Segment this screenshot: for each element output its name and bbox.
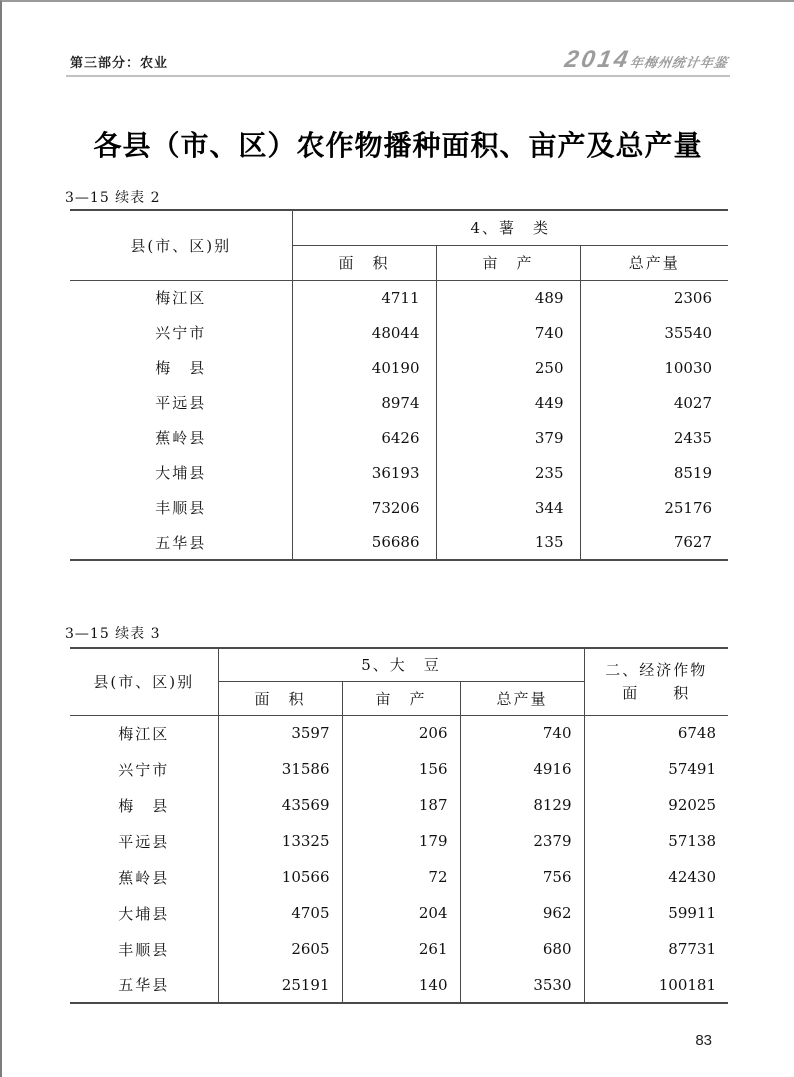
value-cell: 135 <box>436 525 580 560</box>
value-cell: 10030 <box>580 350 728 385</box>
county-name: 大埔县 <box>155 464 207 482</box>
value-cell: 57491 <box>584 751 728 787</box>
value-cell: 87731 <box>584 931 728 967</box>
county-name: 丰顺县 <box>155 499 207 517</box>
county-name: 丰顺县 <box>118 940 170 959</box>
county-name: 蕉岭县 <box>118 868 170 887</box>
yearbook-logo <box>562 46 730 74</box>
value-cell: 7627 <box>580 525 728 560</box>
value-cell: 48044 <box>292 315 436 350</box>
table-row <box>70 350 728 385</box>
value-cell: 25191 <box>218 967 342 1003</box>
value-cell: 56686 <box>292 525 436 560</box>
value-cell: 8974 <box>292 385 436 420</box>
value-cell: 962 <box>460 895 584 931</box>
page-title: 各县（市、区）农作物播种面积、亩产及总产量 <box>93 129 703 162</box>
county-name: 梅 县 <box>155 359 207 377</box>
table1-col-yield: 亩 产 <box>436 245 580 280</box>
logo-year: 2014 <box>562 46 633 73</box>
table1-label: 3—15 续表 2 <box>65 190 161 206</box>
county-name: 兴宁市 <box>155 324 207 342</box>
table1-body <box>70 280 728 560</box>
table-row <box>70 931 728 967</box>
table-row <box>70 967 728 1003</box>
value-cell: 2379 <box>460 823 584 859</box>
table2-body <box>70 715 728 1003</box>
value-cell: 680 <box>460 931 584 967</box>
value-cell: 3530 <box>460 967 584 1003</box>
value-cell: 8519 <box>580 455 728 490</box>
table2-cashcrop-header <box>584 648 728 715</box>
value-cell: 261 <box>342 931 460 967</box>
table1-stub-header: 县(市、区)别 <box>70 210 292 280</box>
value-cell: 72 <box>342 859 460 895</box>
value-cell: 156 <box>342 751 460 787</box>
value-cell: 57138 <box>584 823 728 859</box>
table2-col-area: 面 积 <box>218 681 342 715</box>
value-cell: 3597 <box>218 715 342 751</box>
table-row <box>70 859 728 895</box>
value-cell: 40190 <box>292 350 436 385</box>
value-cell: 10566 <box>218 859 342 895</box>
value-cell: 756 <box>460 859 584 895</box>
page-number: 83 <box>695 1032 712 1049</box>
county-name: 平远县 <box>118 832 170 851</box>
value-cell: 187 <box>342 787 460 823</box>
value-cell: 42430 <box>584 859 728 895</box>
value-cell: 2435 <box>580 420 728 455</box>
table1-group-header: 4、薯 类 <box>292 210 728 245</box>
table2-label: 3—15 续表 3 <box>65 626 161 642</box>
value-cell: 31586 <box>218 751 342 787</box>
table1-tubers <box>70 209 728 561</box>
page-header <box>70 46 728 74</box>
section-header: 第三部分：农业 <box>70 55 169 70</box>
value-cell: 740 <box>460 715 584 751</box>
table-row <box>70 420 728 455</box>
value-cell: 43569 <box>218 787 342 823</box>
table1-col-area: 面 积 <box>292 245 436 280</box>
table2-col-yield: 亩 产 <box>342 681 460 715</box>
county-name: 梅江区 <box>118 724 170 743</box>
table1-col-total: 总产量 <box>580 245 728 280</box>
value-cell: 92025 <box>584 787 728 823</box>
table1-header <box>70 210 728 280</box>
value-cell: 344 <box>436 490 580 525</box>
value-cell: 235 <box>436 455 580 490</box>
table2-header <box>70 648 728 715</box>
table-row <box>70 787 728 823</box>
table-row <box>70 751 728 787</box>
table2-stub-header: 县(市、区)别 <box>70 648 218 715</box>
table2-col-total: 总产量 <box>460 681 584 715</box>
value-cell: 204 <box>342 895 460 931</box>
table-row <box>70 315 728 350</box>
value-cell: 179 <box>342 823 460 859</box>
logo-text: 年梅州统计年鉴 <box>628 55 729 70</box>
table-row <box>70 280 728 315</box>
value-cell: 4027 <box>580 385 728 420</box>
cashcrop-header-line1: 二、经济作物 <box>605 660 708 679</box>
table-row <box>70 715 728 751</box>
value-cell: 4705 <box>218 895 342 931</box>
table-row <box>70 823 728 859</box>
cashcrop-header-line2: 面 积 <box>622 683 691 702</box>
value-cell: 13325 <box>218 823 342 859</box>
value-cell: 6748 <box>584 715 728 751</box>
value-cell: 4916 <box>460 751 584 787</box>
value-cell: 36193 <box>292 455 436 490</box>
table-row <box>70 455 728 490</box>
value-cell: 379 <box>436 420 580 455</box>
header-divider <box>66 75 730 77</box>
county-name: 大埔县 <box>118 904 170 923</box>
value-cell: 6426 <box>292 420 436 455</box>
value-cell: 140 <box>342 967 460 1003</box>
table-row <box>70 385 728 420</box>
county-name: 蕉岭县 <box>155 429 207 447</box>
county-name: 五华县 <box>118 976 170 994</box>
county-name: 兴宁市 <box>118 760 170 779</box>
value-cell: 740 <box>436 315 580 350</box>
value-cell: 2605 <box>218 931 342 967</box>
value-cell: 4711 <box>292 280 436 315</box>
value-cell: 8129 <box>460 787 584 823</box>
value-cell: 250 <box>436 350 580 385</box>
table-row <box>70 490 728 525</box>
value-cell: 35540 <box>580 315 728 350</box>
value-cell: 489 <box>436 280 580 315</box>
county-name: 梅江区 <box>155 289 207 308</box>
county-name: 五华县 <box>155 533 207 552</box>
value-cell: 25176 <box>580 490 728 525</box>
table2-soybean-cashcrops <box>70 647 728 1004</box>
table2-group-header: 5、大 豆 <box>218 648 584 681</box>
county-name: 平远县 <box>155 394 207 412</box>
value-cell: 449 <box>436 385 580 420</box>
value-cell: 73206 <box>292 490 436 525</box>
value-cell: 59911 <box>584 895 728 931</box>
table-row <box>70 525 728 560</box>
value-cell: 2306 <box>580 280 728 315</box>
value-cell: 100181 <box>584 967 728 1003</box>
value-cell: 206 <box>342 715 460 751</box>
county-name: 梅 县 <box>118 796 170 815</box>
table-row <box>70 895 728 931</box>
